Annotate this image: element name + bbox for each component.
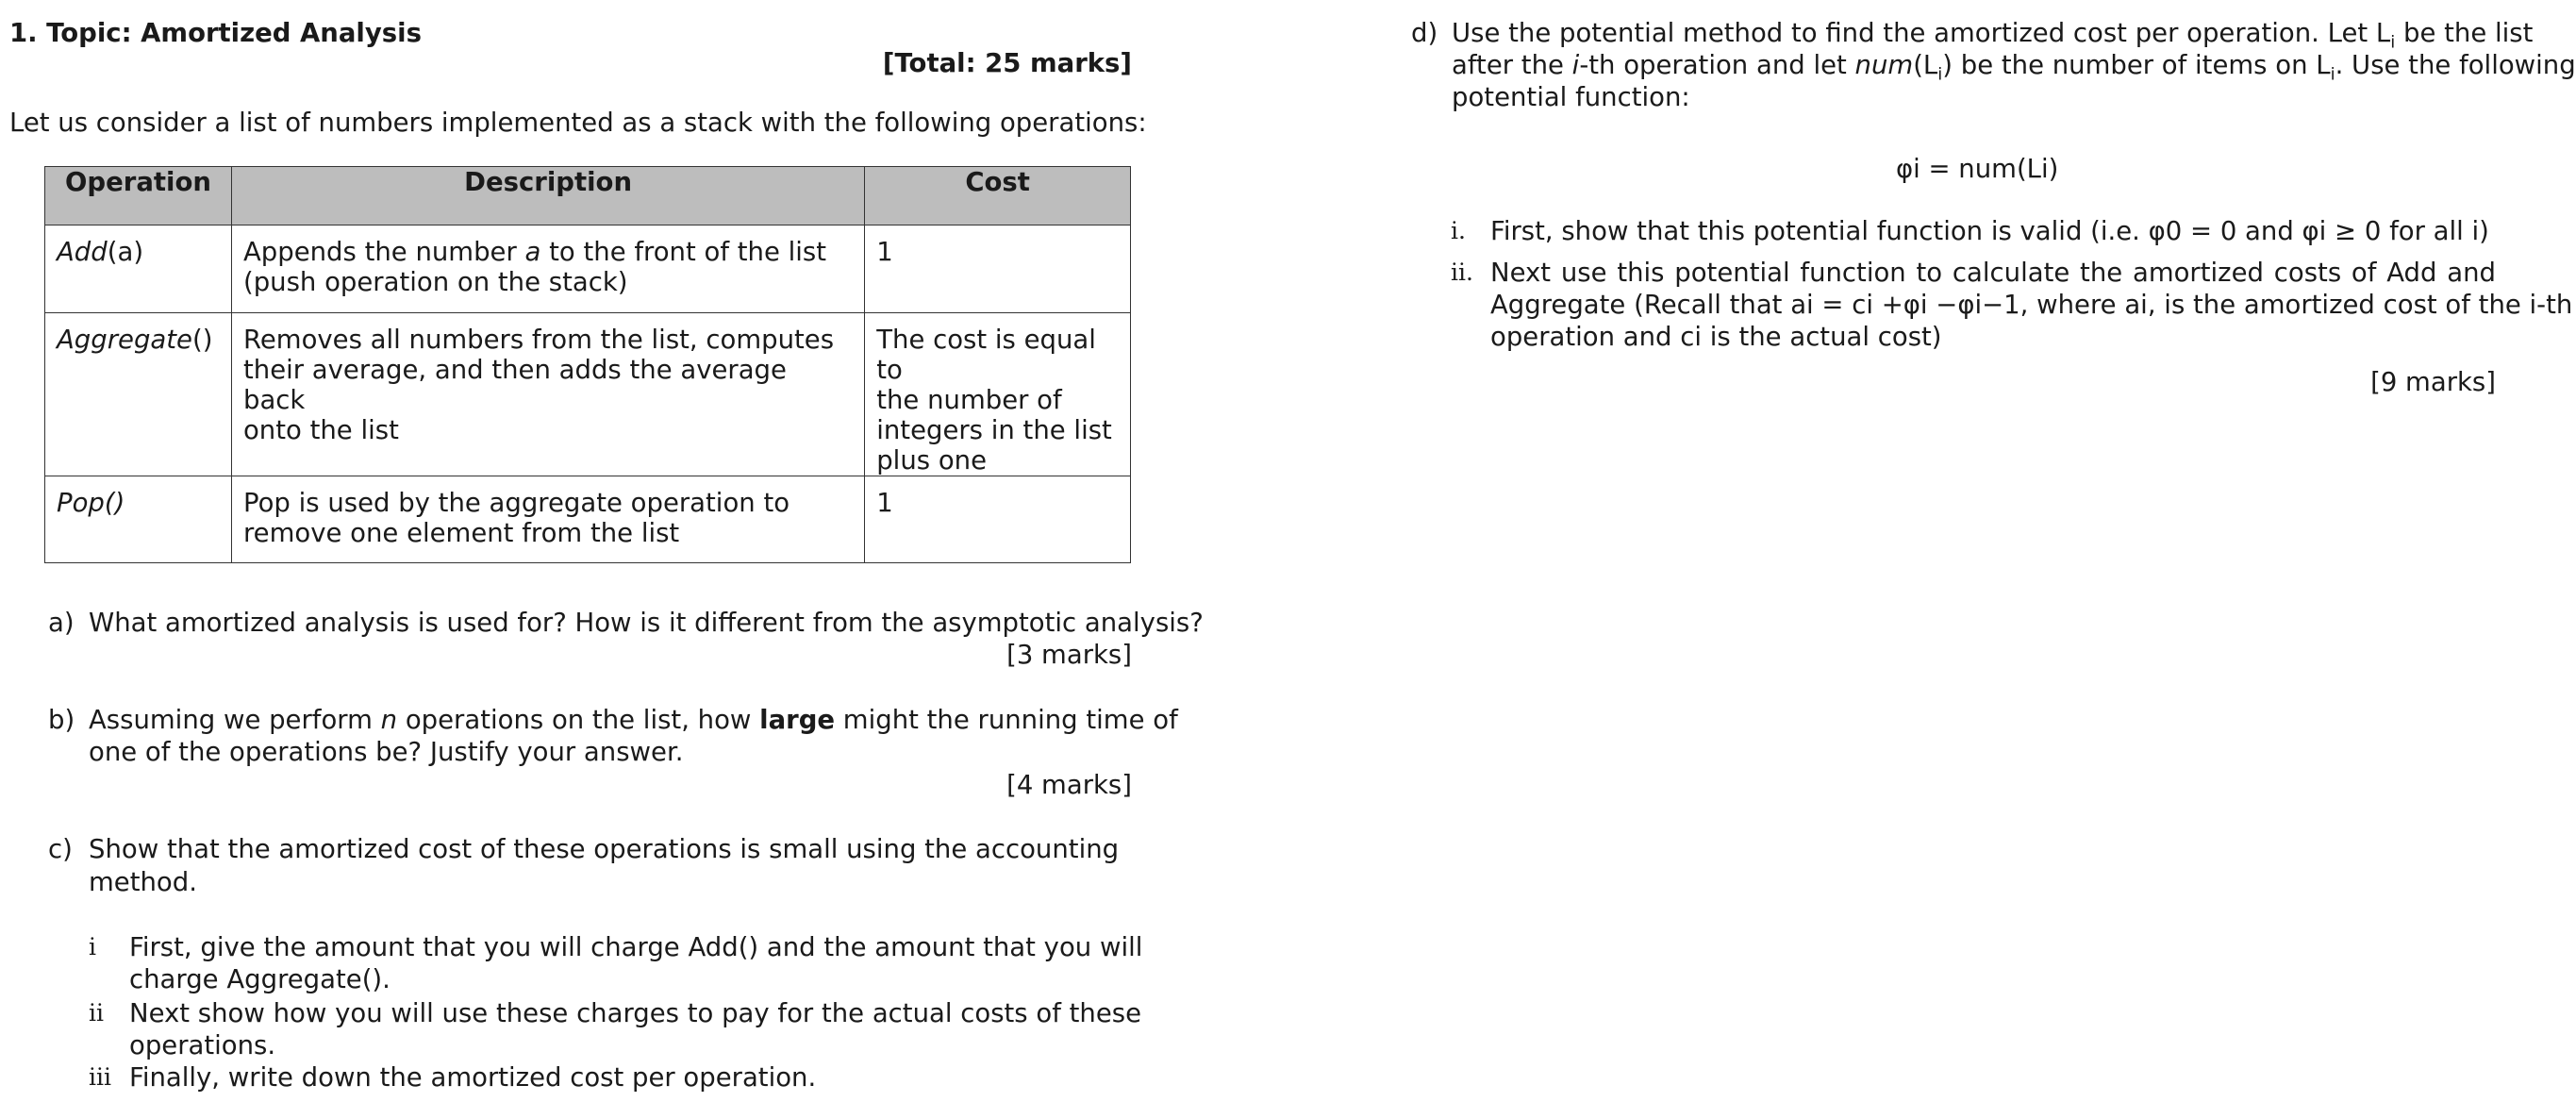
q-c-sub-line: charge Aggregate(). bbox=[129, 964, 391, 994]
q-d-num: num bbox=[1854, 50, 1914, 80]
desc-add bbox=[231, 225, 864, 313]
q-d-sub-ii-line2 bbox=[1490, 289, 2573, 321]
q-d-text: Use the potential method to find the amortized cost per operation. Let L bbox=[1452, 18, 2391, 48]
desc-pop bbox=[231, 476, 864, 563]
cost-line: integers in the list bbox=[876, 415, 1112, 445]
q-d-sub-ii-line2-text: Aggregate (Recall that ai = ci +φi −φi−1, where ai, is the amortized cost of the i-th bbox=[1490, 290, 2573, 320]
topic-title: 1. Topic: Amortized Analysis bbox=[9, 18, 422, 48]
potential-formula: φi = num(Li) bbox=[1896, 154, 2059, 184]
cost-line: plus one bbox=[876, 445, 987, 476]
q-d-sub: i bbox=[2330, 64, 2335, 85]
q-d-sub: i bbox=[2390, 32, 2396, 53]
q-b-marks: [4 marks] bbox=[1006, 770, 1132, 800]
op-args: (a) bbox=[107, 237, 144, 267]
cost-aggregate bbox=[865, 313, 1131, 476]
op-pop: Pop() bbox=[45, 476, 232, 563]
desc-line: onto the list bbox=[242, 415, 399, 445]
cost-line: the number of bbox=[876, 385, 1062, 415]
q-d-i: i bbox=[1571, 50, 1580, 80]
desc-line: (push operation on the stack) bbox=[242, 267, 628, 297]
q-b-n: n bbox=[380, 705, 398, 735]
q-d-sub-i-text: First, show that this potential function is valid (i.e. φ0 = 0 and φi ≥ 0 for all i) bbox=[1490, 216, 2489, 246]
q-d-marks: [9 marks] bbox=[2370, 367, 2496, 397]
q-d-line3: potential function: bbox=[1452, 82, 1690, 112]
table-row bbox=[45, 225, 1131, 313]
intro-text: Let us consider a list of numbers implemented as a stack with the following operations: bbox=[9, 108, 1147, 138]
q-a-text: What amortized analysis is used for? How is it different from the asymptotic analysis? bbox=[89, 608, 1204, 638]
q-b-line2: one of the operations be? Justify your answer. bbox=[89, 737, 684, 767]
table-row bbox=[45, 476, 1131, 563]
cost-pop: 1 bbox=[865, 476, 1131, 563]
q-d-text: . Use the following bbox=[2335, 50, 2576, 80]
q-c-line2: method. bbox=[89, 867, 197, 897]
q-c-sub-num: ii bbox=[89, 999, 104, 1027]
desc-line: Appends the number a to the front of the list bbox=[242, 237, 827, 267]
desc-line: Removes all numbers from the list, computes bbox=[242, 325, 835, 355]
q-c-sub-num: iii bbox=[89, 1063, 111, 1091]
operations-table bbox=[44, 166, 1131, 563]
q-c-label: c) bbox=[48, 834, 73, 864]
op-args: () bbox=[191, 325, 213, 355]
table-header-row bbox=[45, 167, 1131, 225]
q-d-text: (L bbox=[1913, 50, 1938, 80]
q-a-label: a) bbox=[48, 608, 75, 638]
q-c-sub-num: i bbox=[89, 933, 96, 960]
desc-line: Pop is used by the aggregate operation to bbox=[242, 488, 790, 518]
total-marks: [Total: 25 marks] bbox=[882, 48, 1132, 78]
op-aggregate bbox=[45, 313, 232, 476]
header-cost: Cost bbox=[865, 167, 1131, 225]
q-a-marks: [3 marks] bbox=[1006, 640, 1132, 670]
q-d-sub-ii-line1-text: Next use this potential function to calculate the amortized costs of Add and bbox=[1490, 258, 2496, 288]
cost-line: The cost is equal to bbox=[876, 325, 1096, 385]
q-b-label: b) bbox=[48, 705, 75, 735]
q-c-sub-line: Finally, write down the amortized cost per operation. bbox=[129, 1062, 817, 1093]
q-d-sub-num: ii. bbox=[1451, 259, 1473, 286]
q-c-sub-line: operations. bbox=[129, 1030, 276, 1060]
q-d-text: -th operation and let bbox=[1579, 50, 1855, 80]
q-b-text: operations on the list, how bbox=[397, 705, 760, 735]
q-d-text: be the list bbox=[2395, 18, 2534, 48]
q-d-sub-ii-line1 bbox=[1490, 257, 2496, 289]
q-d-label: d) bbox=[1411, 18, 1438, 48]
q-d-text: ) be the number of items on L bbox=[1942, 50, 2331, 80]
q-b-large: large bbox=[759, 705, 836, 735]
header-description: Description bbox=[231, 167, 864, 225]
op-name: Aggregate bbox=[57, 325, 192, 355]
q-b-text: Assuming we perform bbox=[89, 705, 381, 735]
op-name: Add bbox=[57, 237, 108, 267]
table-row bbox=[45, 313, 1131, 476]
q-d-sub-num: i. bbox=[1451, 217, 1466, 244]
q-b-text: might the running time of bbox=[835, 705, 1178, 735]
desc-line: remove one element from the list bbox=[242, 518, 680, 548]
q-d-sub-ii-line3: operation and ci is the actual cost) bbox=[1490, 322, 1942, 352]
q-d-text: after the bbox=[1452, 50, 1572, 80]
header-operation: Operation bbox=[45, 167, 232, 225]
cost-add: 1 bbox=[865, 225, 1131, 313]
q-c-sub-line: Next show how you will use these charges to pay for the actual costs of these bbox=[129, 998, 1141, 1028]
op-add bbox=[45, 225, 232, 313]
q-b-line1 bbox=[89, 704, 1178, 736]
desc-aggregate bbox=[231, 313, 864, 476]
q-c-line1: Show that the amortized cost of these operations is small using the accounting bbox=[89, 834, 1120, 864]
q-c-sub-line: First, give the amount that you will charge Add() and the amount that you will bbox=[129, 932, 1143, 962]
q-d-sub: i bbox=[1937, 64, 1943, 85]
desc-line: their average, and then adds the average back bbox=[242, 355, 787, 415]
